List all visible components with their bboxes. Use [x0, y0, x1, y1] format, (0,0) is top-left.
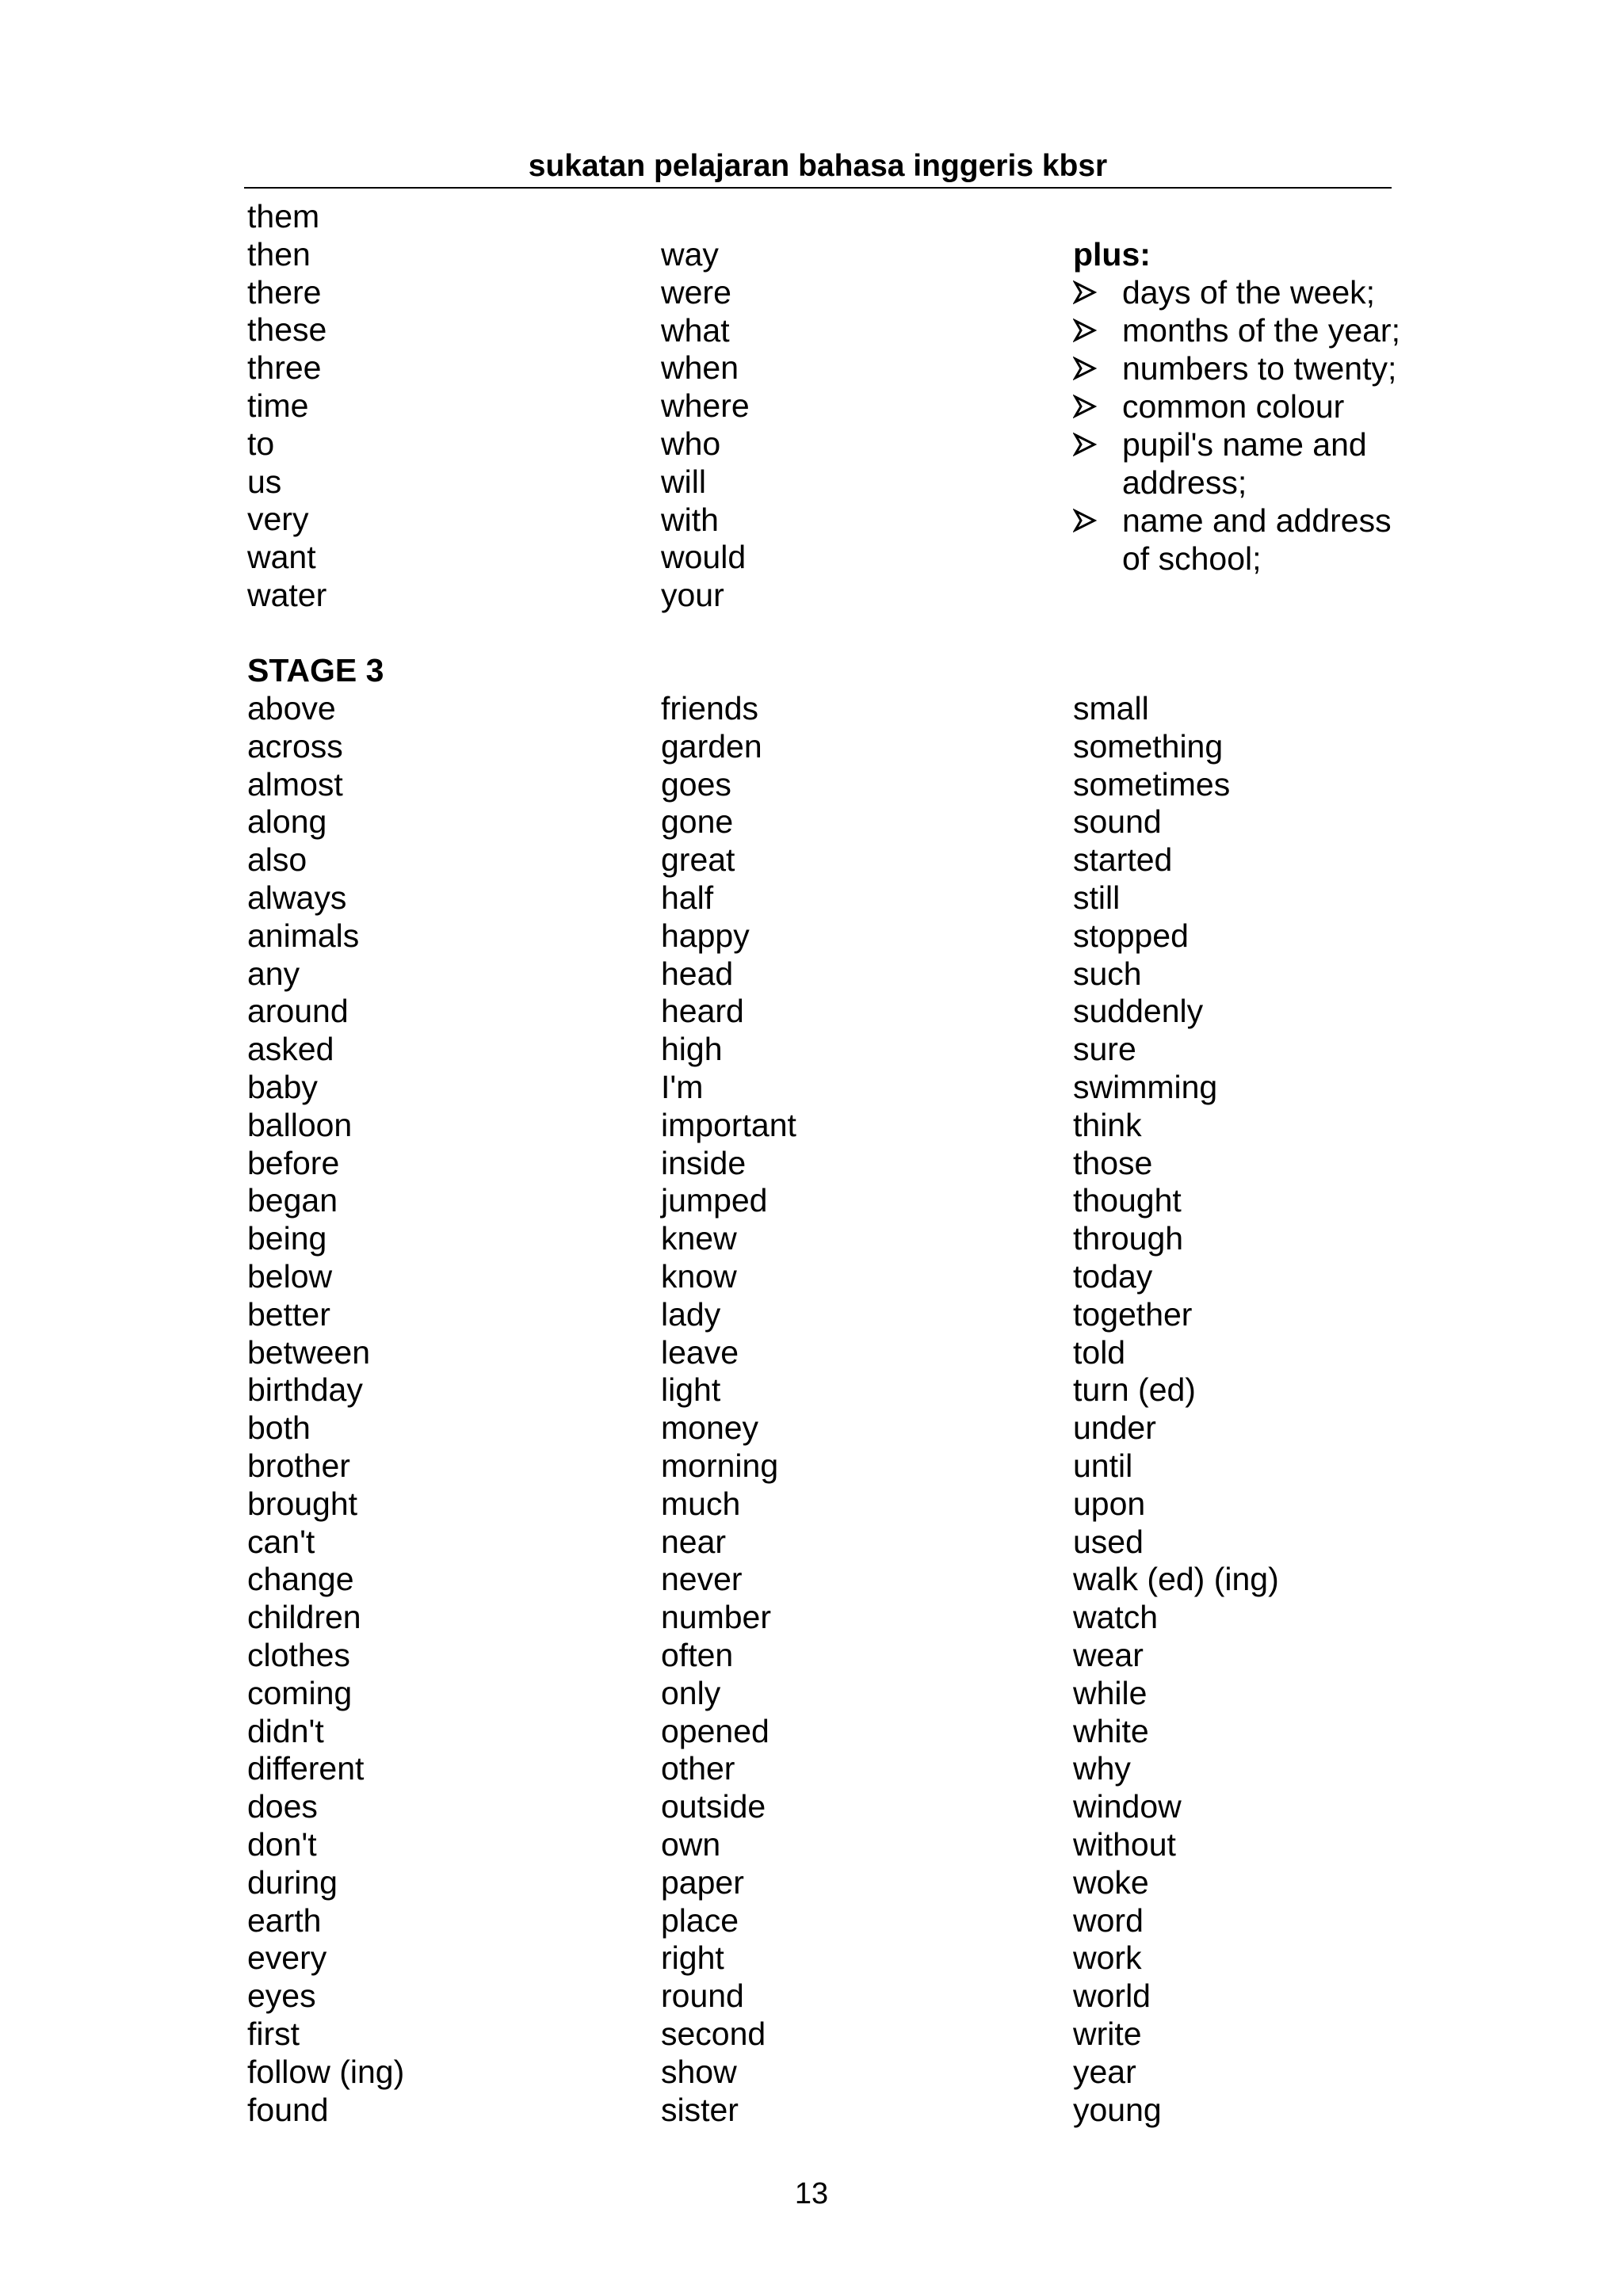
word-list-item: also [247, 841, 307, 879]
word-list-item: time [247, 387, 309, 424]
word-list-item: eyes [247, 1978, 316, 2015]
word-list-item: does [247, 1788, 318, 1825]
word-list-item: year [1073, 2053, 1136, 2090]
word-list-item: very [247, 501, 309, 538]
word-list-item: often [661, 1637, 734, 1673]
word-list-item: until [1073, 1447, 1133, 1484]
word-list-item: high [661, 1031, 723, 1068]
word-list-item: started [1073, 841, 1173, 879]
word-list-item: water [247, 577, 327, 613]
word-list-item: every [247, 1939, 327, 1977]
word-list-item: morning [661, 1447, 779, 1484]
word-list-item: around [247, 993, 349, 1030]
word-list-item: with [661, 501, 719, 538]
word-list-item: want [247, 539, 316, 576]
word-list-item: lady [661, 1295, 721, 1333]
word-list-item: clothes [247, 1637, 350, 1673]
word-list-item: brought [247, 1485, 358, 1522]
word-list-item: coming [247, 1674, 353, 1711]
page-header-title: sukatan pelajaran bahasa inggeris kbsr [528, 149, 1108, 183]
word-list-item: gone [661, 803, 734, 841]
word-list-item: were [661, 273, 731, 311]
word-list-item: world [1073, 1978, 1151, 2015]
plus-label: plus: [1073, 236, 1151, 273]
word-list-item: when [661, 349, 739, 387]
word-list-item: write [1073, 2016, 1142, 2052]
word-list-item: young [1073, 2091, 1162, 2128]
word-list-item: sure [1073, 1031, 1136, 1068]
word-list-item: half [661, 879, 714, 916]
word-list-item: suddenly [1073, 993, 1204, 1030]
word-list-item: across [247, 727, 343, 765]
word-list-item: any [247, 955, 300, 992]
word-list-item: heard [661, 993, 744, 1030]
word-list-item: white [1073, 1712, 1149, 1749]
word-list-item: stopped [1073, 917, 1189, 954]
word-list-item: to [247, 425, 275, 462]
word-list-item: word [1073, 1901, 1144, 1939]
word-list-item: children [247, 1599, 361, 1636]
word-list-item: who [661, 425, 721, 462]
word-list-item: swimming [1073, 1069, 1218, 1105]
word-list-item: where [661, 387, 750, 425]
word-list-item: what [661, 311, 730, 349]
word-list-item: near [661, 1523, 727, 1560]
word-list-item: three [247, 349, 322, 387]
word-list-item: better [247, 1295, 330, 1333]
word-list-item: found [247, 2091, 329, 2128]
word-list-item: both [247, 1409, 311, 1447]
word-list-item: below [247, 1258, 333, 1295]
word-list-item: know [661, 1258, 737, 1295]
word-list-item: would [661, 539, 747, 576]
word-list-item: inside [661, 1144, 747, 1181]
word-list-item: told [1073, 1333, 1126, 1371]
word-list-item: thought [1073, 1182, 1182, 1219]
word-list-item: money [661, 1409, 759, 1447]
word-list-item: before [247, 1144, 340, 1181]
word-list-item: work [1073, 1939, 1142, 1977]
plus-item-text: pupil's name and address; [1122, 426, 1367, 501]
word-list-item: own [661, 1826, 721, 1863]
word-list-item: jumped [661, 1182, 768, 1219]
word-list-item: head [661, 955, 734, 992]
word-list-item: still [1073, 879, 1121, 916]
word-list-item: during [247, 1863, 338, 1901]
plus-item-text: numbers to twenty; [1122, 350, 1397, 387]
word-list-item: upon [1073, 1485, 1146, 1522]
word-list-item: sister [661, 2091, 739, 2128]
word-list-item: turn (ed) [1073, 1371, 1196, 1409]
word-list-item: small [1073, 690, 1149, 727]
word-list-item: why [1073, 1750, 1131, 1787]
word-list-item: animals [247, 917, 360, 954]
word-list-item: baby [247, 1069, 318, 1105]
word-list-item: always [247, 879, 347, 916]
word-list-item: those [1073, 1144, 1153, 1181]
word-list-item: opened [661, 1712, 769, 1749]
word-list-item: show [661, 2053, 737, 2090]
word-list-item: together [1073, 1295, 1193, 1333]
word-list-item: happy [661, 917, 750, 954]
word-list-item: almost [247, 765, 343, 803]
word-list-item: think [1073, 1106, 1142, 1143]
word-list-item: can't [247, 1523, 315, 1560]
word-list-item: them [247, 198, 320, 235]
word-list-item: leave [661, 1333, 739, 1371]
word-list-item: round [661, 1978, 744, 2015]
word-list-item: only [661, 1674, 721, 1711]
word-list-item: change [247, 1561, 354, 1598]
word-list-item: follow (ing) [247, 2053, 405, 2090]
word-list-item: brother [247, 1447, 350, 1484]
arrow-bullet-icon [1073, 502, 1097, 540]
word-list-item: your [661, 577, 724, 614]
word-list-item: great [661, 841, 735, 879]
stage3-heading: STAGE 3 [247, 652, 384, 688]
word-list-item: garden [661, 727, 762, 765]
word-list-item: along [247, 803, 327, 841]
word-list-item: between [247, 1333, 371, 1371]
word-list-item: wear [1073, 1637, 1144, 1673]
word-list-item: without [1073, 1826, 1176, 1863]
word-list-item: don't [247, 1826, 317, 1863]
word-list-item: never [661, 1561, 743, 1598]
word-list-item: being [247, 1220, 327, 1257]
word-list-item: different [247, 1750, 365, 1787]
plus-list-item [1073, 349, 1406, 387]
word-list-item: these [247, 311, 327, 349]
arrow-bullet-icon [1073, 387, 1097, 425]
word-list-item: window [1073, 1788, 1182, 1825]
word-list-item: asked [247, 1031, 334, 1068]
word-list-item: first [247, 2016, 300, 2052]
word-list-item: began [247, 1182, 338, 1219]
word-list-item: I'm [661, 1069, 704, 1105]
plus-list-item [1073, 502, 1406, 578]
plus-list-item [1073, 387, 1406, 425]
word-list-item: place [661, 1901, 739, 1939]
word-list-item: sound [1073, 803, 1162, 841]
word-list-item: second [661, 2016, 766, 2052]
word-list-item: birthday [247, 1371, 363, 1409]
header-rule [244, 187, 1392, 189]
word-list-item: through [1073, 1220, 1184, 1257]
word-list-item: goes [661, 765, 731, 803]
word-list-item: sometimes [1073, 765, 1231, 803]
word-list-item: way [661, 236, 719, 273]
arrow-bullet-icon [1073, 349, 1097, 387]
word-list-item: light [661, 1371, 721, 1409]
arrow-bullet-icon [1073, 425, 1097, 463]
word-list-item: much [661, 1485, 741, 1522]
plus-item-text: common colour [1122, 388, 1345, 425]
plus-list-item [1073, 311, 1406, 349]
word-list-item: right [661, 1939, 724, 1977]
word-list-item: walk (ed) (ing) [1073, 1561, 1279, 1598]
word-list-item: while [1073, 1674, 1148, 1711]
word-list-item: important [661, 1106, 796, 1143]
word-list-item: balloon [247, 1106, 353, 1143]
word-list-item: used [1073, 1523, 1144, 1560]
word-list-item: earth [247, 1901, 322, 1939]
word-list-item: will [661, 463, 706, 500]
plus-item-text: months of the year; [1122, 312, 1400, 349]
word-list-item: something [1073, 727, 1224, 765]
word-list-item: under [1073, 1409, 1156, 1447]
word-list-item: knew [661, 1220, 737, 1257]
plus-list-item [1073, 273, 1406, 311]
word-list-item: paper [661, 1863, 744, 1901]
page-number: 13 [794, 2177, 829, 2210]
word-list-item: friends [661, 690, 759, 727]
word-list-item: number [661, 1599, 772, 1636]
word-list-item: watch [1073, 1599, 1159, 1636]
word-list-item: above [247, 690, 336, 727]
plus-item-text: days of the week; [1122, 274, 1376, 311]
word-list-item: outside [661, 1788, 766, 1825]
word-list-item: other [661, 1750, 735, 1787]
plus-list-item [1073, 425, 1406, 502]
arrow-bullet-icon [1073, 311, 1097, 349]
word-list-item: there [247, 273, 322, 311]
word-list-item: such [1073, 955, 1142, 992]
word-list-item: woke [1073, 1863, 1149, 1901]
word-list-item: didn't [247, 1712, 324, 1749]
plus-item-text: name and address of school; [1122, 502, 1392, 577]
arrow-bullet-icon [1073, 273, 1097, 311]
word-list-item: us [247, 463, 282, 500]
word-list-item: then [247, 235, 311, 273]
word-list-item: today [1073, 1258, 1153, 1295]
